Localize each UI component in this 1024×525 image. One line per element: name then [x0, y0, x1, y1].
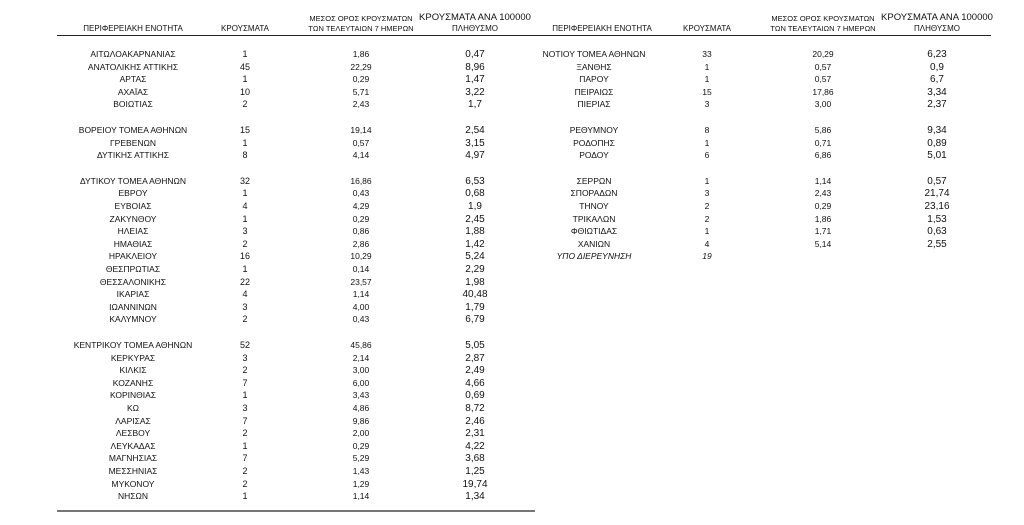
cell-name: ΒΟΡΕΙΟΥ ΤΟΜΕΑ ΑΘΗΝΩΝ [78, 125, 188, 135]
left-table-bottom-rule [57, 510, 535, 512]
cell-avg: 19,14 [350, 125, 372, 135]
cell-avg: 22,29 [350, 62, 372, 72]
cell-per: 6,53 [465, 176, 485, 187]
cell-cases: 2 [242, 479, 248, 489]
cell-cases: 2 [242, 365, 248, 375]
cell-cases: 1 [242, 441, 248, 451]
cell-avg: 0,86 [352, 226, 370, 236]
cell-cases: 15 [239, 125, 250, 135]
cell-per: 23,16 [924, 201, 950, 212]
cell-cases: 1 [704, 138, 710, 148]
cell-per: 1,42 [465, 239, 485, 250]
cell-cases: 8 [242, 150, 248, 160]
cell-avg: 0,29 [352, 214, 370, 224]
left-header-avg-line2: ΤΩΝ ΤΕΛΕΥΤΑΙΩΝ 7 ΗΜΕΡΩΝ [308, 24, 414, 33]
cell-cases: 1 [704, 62, 710, 72]
cell-cases: 4 [242, 289, 248, 299]
cell-avg: 17,86 [812, 87, 834, 97]
cell-avg: 2,00 [352, 428, 370, 438]
cell-avg: 0,29 [814, 201, 832, 211]
cell-avg: 2,43 [352, 99, 370, 109]
cell-avg: 0,71 [814, 138, 832, 148]
cell-name: ΥΠΟ ΔΙΕΡΕΥΝΗΣΗ [556, 251, 632, 261]
cell-name: ΒΟΙΩΤΙΑΣ [113, 99, 153, 109]
cell-name: ΜΕΣΣΗΝΙΑΣ [108, 466, 158, 476]
cell-cases: 1 [704, 226, 710, 236]
cell-per: 40,48 [462, 289, 488, 300]
cell-name: ΚΙΛΚΙΣ [119, 365, 147, 375]
cell-cases: 19 [702, 251, 712, 261]
cell-cases: 1 [242, 49, 248, 59]
cell-per: 2,45 [465, 214, 485, 225]
cell-per: 0,63 [927, 226, 947, 237]
left-header-per-line2: ΠΛΗΘΥΣΜΟ [451, 24, 499, 33]
cell-name: ΡΕΘΥΜΝΟΥ [569, 125, 619, 135]
cell-avg: 3,43 [352, 390, 370, 400]
cell-name: ΕΒΡΟΥ [118, 188, 148, 198]
cell-avg: 5,14 [814, 239, 832, 249]
cell-avg: 2,86 [352, 239, 370, 249]
cell-name: ΚΕΝΤΡΙΚΟΥ ΤΟΜΕΑ ΑΘΗΝΩΝ [73, 340, 193, 350]
cell-cases: 2 [242, 99, 248, 109]
cell-avg: 23,57 [350, 277, 372, 287]
cell-name: ΝΗΣΩΝ [117, 491, 149, 501]
cell-avg: 4,29 [352, 201, 370, 211]
cell-cases: 2 [242, 314, 248, 324]
cell-avg: 4,14 [352, 150, 370, 160]
cell-name: ΑΧΑΪΑΣ [117, 87, 149, 97]
cell-per: 3,15 [465, 138, 485, 149]
cell-name: ΗΡΑΚΛΕΙΟΥ [108, 251, 158, 261]
cell-avg: 3,00 [352, 365, 370, 375]
left-header-cases: ΚΡΟΥΣΜΑΤΑ [221, 24, 269, 33]
cell-per: 1,25 [465, 466, 485, 477]
cell-name: ΖΑΚΥΝΘΟΥ [109, 214, 157, 224]
cell-per: 2,54 [465, 125, 485, 136]
cell-cases: 1 [242, 390, 248, 400]
cell-name: ΚΩ [126, 403, 140, 413]
cell-name: ΙΚΑΡΙΑΣ [116, 289, 150, 299]
cell-cases: 4 [704, 239, 710, 249]
cell-avg [762, 250, 884, 263]
cell-avg: 0,57 [814, 62, 832, 72]
cell-cases: 3 [242, 302, 248, 312]
cell-name: ΑΙΤΩΛΟΑΚΑΡΝΑΝΙΑΣ [90, 49, 176, 59]
cell-name: ΦΘΙΩΤΙΔΑΣ [570, 226, 618, 236]
cell-per: 0,89 [927, 138, 947, 149]
cell-cases: 3 [242, 403, 248, 413]
cell-per: 2,31 [465, 428, 485, 439]
cell-avg: 20,29 [812, 49, 834, 59]
cell-cases: 2 [242, 428, 248, 438]
cell-name: ΗΛΕΙΑΣ [117, 226, 149, 236]
cell-per: 4,66 [465, 378, 485, 389]
cell-per: 2,29 [465, 264, 485, 275]
cell-cases: 3 [242, 226, 248, 236]
cell-avg: 6,86 [814, 150, 832, 160]
cell-cases: 1 [242, 214, 248, 224]
cell-name: ΡΟΔΟΥ [579, 150, 609, 160]
cell-cases: 8 [704, 125, 710, 135]
cell-per: 0,69 [465, 390, 485, 401]
cell-per: 0,57 [927, 176, 947, 187]
cell-per: 3,22 [465, 87, 485, 98]
cell-per: 5,24 [465, 251, 485, 262]
cell-name: ΧΑΝΙΩΝ [577, 239, 611, 249]
cell-per: 2,49 [465, 365, 485, 376]
cell-avg: 1,14 [814, 176, 832, 186]
cell-per: 1,53 [927, 214, 947, 225]
cell-per: 1,34 [465, 491, 485, 502]
cell-name: ΣΠΟΡΑΔΩΝ [570, 188, 618, 198]
right-header-per-line2: ΠΛΗΘΥΣΜΟ [913, 24, 961, 33]
cell-avg: 0,14 [352, 264, 370, 274]
cell-cases: 10 [239, 87, 250, 97]
cell-name: ΓΡΕΒΕΝΩΝ [110, 138, 156, 148]
cell-name: ΣΕΡΡΩΝ [576, 176, 612, 186]
cell-avg: 2,43 [814, 188, 832, 198]
cell-per: 2,87 [465, 353, 485, 364]
cell-avg: 5,86 [814, 125, 832, 135]
cell-avg: 4,00 [352, 302, 370, 312]
cell-cases: 2 [704, 201, 710, 211]
cell-avg: 45,86 [350, 340, 372, 350]
cell-per: 6,79 [465, 314, 485, 325]
cell-per: 4,97 [465, 150, 485, 161]
cell-name: ΝΟΤΙΟΥ ΤΟΜΕΑ ΑΘΗΝΩΝ [542, 49, 646, 59]
cell-name: ΜΥΚΟΝΟΥ [111, 479, 155, 489]
cell-per: 2,55 [927, 239, 947, 250]
cell-cases: 52 [239, 340, 250, 350]
cell-avg: 0,29 [352, 441, 370, 451]
cell-avg: 1,29 [352, 479, 370, 489]
cell-per [880, 250, 994, 263]
cell-name: ΚΑΛΥΜΝΟΥ [109, 314, 157, 324]
cell-avg: 16,86 [350, 176, 372, 186]
cell-cases: 33 [702, 49, 712, 59]
cell-avg: 5,71 [352, 87, 370, 97]
cell-cases: 2 [242, 239, 248, 249]
cell-name: ΔΥΤΙΚΗΣ ΑΤΤΙΚΗΣ [96, 150, 170, 160]
cell-name: ΠΙΕΡΙΑΣ [577, 99, 611, 109]
left-header-region: ΠΕΡΙΦΕΡΕΙΑΚΗ ΕΝΟΤΗΤΑ [83, 24, 183, 33]
cell-cases: 1 [242, 491, 248, 501]
cell-avg: 6,00 [352, 378, 370, 388]
cell-cases: 4 [242, 201, 248, 211]
cell-name: ΤΗΝΟΥ [579, 201, 609, 211]
cell-cases: 1 [242, 264, 248, 274]
header-rule [57, 35, 991, 36]
cell-name: ΚΕΡΚΥΡΑΣ [110, 353, 156, 363]
cell-name: ΛΕΣΒΟΥ [115, 428, 151, 438]
right-header-avg-line1: ΜΕΣΟΣ ΟΡΟΣ ΚΡΟΥΣΜΑΤΩΝ [771, 14, 875, 23]
cell-cases: 22 [239, 277, 250, 287]
cell-cases: 6 [704, 150, 710, 160]
cell-cases: 3 [704, 99, 710, 109]
cell-name: ΘΕΣΠΡΩΤΙΑΣ [105, 264, 161, 274]
cell-avg: 0,57 [814, 74, 832, 84]
cell-cases: 15 [702, 87, 712, 97]
cell-per: 0,47 [465, 49, 485, 60]
cell-avg: 3,00 [814, 99, 832, 109]
cell-name: ΚΟΡΙΝΘΙΑΣ [109, 390, 157, 400]
cell-per: 3,34 [927, 87, 947, 98]
cell-per: 0,68 [465, 188, 485, 199]
left-header-avg-line1: ΜΕΣΟΣ ΟΡΟΣ ΚΡΟΥΣΜΑΤΩΝ [309, 14, 413, 23]
cell-cases: 2 [704, 214, 710, 224]
cell-name: ΛΕΥΚΑΔΑΣ [110, 441, 156, 451]
cell-avg: 1,86 [352, 49, 370, 59]
right-header-region: ΠΕΡΙΦΕΡΕΙΑΚΗ ΕΝΟΤΗΤΑ [552, 24, 652, 33]
cell-per: 8,96 [465, 62, 485, 73]
cell-avg: 0,43 [352, 314, 370, 324]
cell-per: 1,9 [468, 201, 482, 212]
cell-avg: 1,14 [352, 491, 370, 501]
cell-per: 0,9 [930, 62, 944, 73]
cell-name: ΙΩΑΝΝΙΝΩΝ [109, 302, 157, 312]
cell-cases: 16 [239, 251, 250, 261]
cell-per: 9,34 [927, 125, 947, 136]
cell-avg: 1,43 [352, 466, 370, 476]
cell-per: 1,47 [465, 74, 485, 85]
cell-per: 2,37 [927, 99, 947, 110]
cell-per: 1,88 [465, 226, 485, 237]
cell-cases: 45 [239, 62, 250, 72]
cell-avg: 5,29 [352, 453, 370, 463]
right-header-per-line1: ΚΡΟΥΣΜΑΤΑ ΑΝΑ 100000 [881, 12, 993, 23]
cell-name: ΑΡΤΑΣ [119, 74, 147, 84]
cell-per: 1,98 [465, 277, 485, 288]
cell-per: 19,74 [462, 479, 488, 490]
cell-avg: 1,86 [814, 214, 832, 224]
right-header-cases: ΚΡΟΥΣΜΑΤΑ [683, 24, 731, 33]
cell-name: ΘΕΣΣΑΛΟΝΙΚΗΣ [99, 277, 167, 287]
cell-per: 2,46 [465, 416, 485, 427]
left-header-per-line1: ΚΡΟΥΣΜΑΤΑ ΑΝΑ 100000 [419, 12, 531, 23]
cell-per: 1,79 [465, 302, 485, 313]
cell-cases: 7 [242, 453, 248, 463]
cell-avg: 2,14 [352, 353, 370, 363]
cell-avg: 4,86 [352, 403, 370, 413]
cell-cases: 7 [242, 416, 248, 426]
cell-name: ΠΕΙΡΑΙΩΣ [574, 87, 614, 97]
cell-name: ΡΟΔΟΠΗΣ [573, 138, 615, 148]
cell-per: 6,23 [927, 49, 947, 60]
cell-avg: 1,14 [352, 289, 370, 299]
cell-cases: 3 [704, 188, 710, 198]
cell-name: ΞΑΝΘΗΣ [576, 62, 612, 72]
cell-name: ΔΥΤΙΚΟΥ ΤΟΜΕΑ ΑΘΗΝΩΝ [79, 176, 187, 186]
right-header-avg-line2: ΤΩΝ ΤΕΛΕΥΤΑΙΩΝ 7 ΗΜΕΡΩΝ [770, 24, 876, 33]
cell-cases: 32 [239, 176, 250, 186]
cell-cases: 7 [242, 378, 248, 388]
cell-name: ΑΝΑΤΟΛΙΚΗΣ ΑΤΤΙΚΗΣ [87, 62, 179, 72]
cell-cases: 3 [242, 353, 248, 363]
cell-avg: 1,71 [814, 226, 832, 236]
cell-name: ΚΟΖΑΝΗΣ [112, 378, 154, 388]
cell-name: ΜΑΓΝΗΣΙΑΣ [108, 453, 158, 463]
cell-per: 1,7 [468, 99, 482, 110]
cell-per: 3,68 [465, 453, 485, 464]
cell-avg: 10,29 [350, 251, 372, 261]
cell-name: ΗΜΑΘΙΑΣ [113, 239, 153, 249]
cell-per: 5,05 [465, 340, 485, 351]
cell-per: 8,72 [465, 403, 485, 414]
cell-cases: 1 [242, 74, 248, 84]
cell-cases: 1 [704, 176, 710, 186]
cell-per: 5,01 [927, 150, 947, 161]
cell-cases: 1 [242, 188, 248, 198]
cell-avg: 0,57 [352, 138, 370, 148]
cell-name: ΛΑΡΙΣΑΣ [115, 416, 151, 426]
cell-name: ΤΡΙΚΑΛΩΝ [572, 214, 616, 224]
cell-avg: 9,86 [352, 416, 370, 426]
cell-cases: 1 [704, 74, 710, 84]
cell-avg: 0,29 [352, 74, 370, 84]
cell-cases: 1 [242, 138, 248, 148]
cell-per: 4,22 [465, 441, 485, 452]
cell-per: 21,74 [924, 188, 950, 199]
cell-avg: 0,43 [352, 188, 370, 198]
cell-per: 6,7 [930, 74, 944, 85]
cell-name: ΕΥΒΟΙΑΣ [114, 201, 152, 211]
cell-cases: 2 [242, 466, 248, 476]
cell-name: ΠΑΡΟΥ [579, 74, 609, 84]
